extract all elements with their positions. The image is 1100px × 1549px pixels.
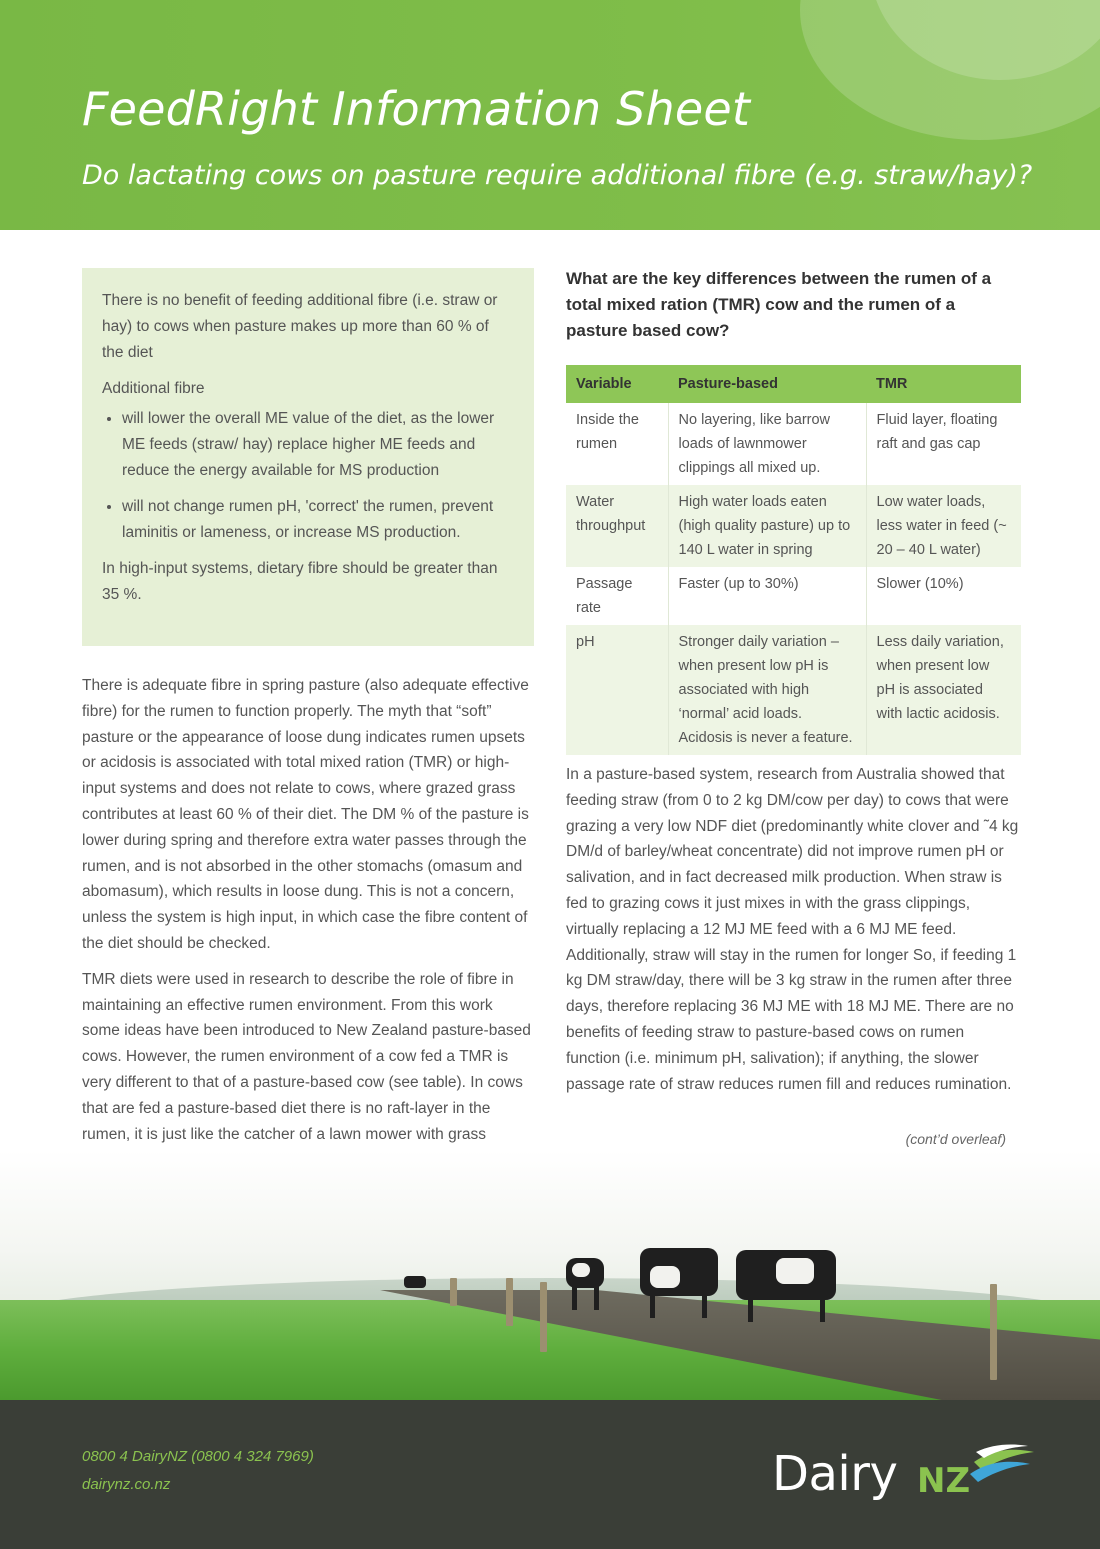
- table-header-cell: TMR: [866, 365, 1021, 403]
- cow: [566, 1258, 604, 1288]
- table-header-cell: Pasture-based: [668, 365, 866, 403]
- header-decoration: [800, 0, 1100, 140]
- table-cell: High water loads eaten (high quality pasture) up to 140 L water in spring: [668, 485, 866, 567]
- summary-box: [82, 268, 534, 646]
- cow: [640, 1248, 718, 1296]
- table-cell: Low water loads, less water in feed (~ 20 – 40 L water): [866, 485, 1021, 567]
- logo-text-nz: NZ: [917, 1461, 971, 1501]
- cow-patch: [776, 1258, 814, 1284]
- rumen-comparison-table: [566, 365, 1021, 755]
- summary-closing: In high-input systems, dietary fibre should be greater than 35 %.: [102, 560, 498, 603]
- fence-post: [506, 1278, 513, 1326]
- summary-bullets: [102, 406, 512, 546]
- cow-leg: [594, 1286, 599, 1310]
- cow-leg: [702, 1294, 707, 1318]
- fence-post: [540, 1282, 547, 1352]
- cow-leg: [748, 1298, 753, 1322]
- cow-leg: [820, 1298, 825, 1322]
- continued-note: (cont’d overleaf): [905, 1131, 1006, 1147]
- fence-post: [990, 1284, 997, 1380]
- table-cell: Stronger daily variation – when present low pH is associated with high ‘normal’ acid loads. Acidosis is never a feature.: [668, 625, 866, 755]
- dairynz-logo: [772, 1444, 1042, 1514]
- cow-leg: [650, 1294, 655, 1318]
- table-cell: Faster (up to 30%): [668, 567, 866, 625]
- footer-phone: 0800 4 DairyNZ (0800 4 324 7969): [82, 1448, 314, 1465]
- table-row: [566, 567, 1021, 625]
- cow: [736, 1250, 836, 1300]
- summary-bullet: • will lower the overall ME value of the diet, as the lower ME feeds (straw/ hay) replace higher ME feeds and reduce the energy available for MS production: [122, 406, 512, 484]
- table-cell: Less daily variation, when present low pH is associated with lactic acidosis.: [866, 625, 1021, 755]
- right-body-text: [566, 762, 1021, 1097]
- header-banner: [0, 0, 1100, 230]
- footer: [0, 1400, 1100, 1549]
- cow-patch: [650, 1266, 680, 1288]
- body-paragraph: TMR diets were used in research to describe the role of fibre in maintaining an effective rumen environment. From this work some ideas have been introduced to New Zealand pasture-based cows. However, the rumen environment of a cow fed a TMR is very different to that of a pasture-based cow (see table). In cows that are fed a pasture-based diet there is no raft-layer in the rumen, it is just like the catcher of a lawn mower with grass: [82, 970, 531, 1143]
- logo-text-dairy: Dairy: [772, 1446, 898, 1502]
- footer-website[interactable]: dairynz.co.nz: [82, 1476, 171, 1493]
- dairynz-swoosh-icon: [968, 1444, 1038, 1488]
- fence-post: [450, 1278, 457, 1306]
- table-cell: Slower (10%): [866, 567, 1021, 625]
- cow-patch: [572, 1263, 590, 1277]
- table-cell: Water throughput: [566, 485, 668, 567]
- table-cell: No layering, like barrow loads of lawnmower clippings all mixed up.: [668, 403, 866, 485]
- table-header-row: [566, 365, 1021, 403]
- table-section-heading: What are the key differences between the rumen of a total mixed ration (TMR) cow and the rumen of a pasture based cow?: [566, 269, 992, 340]
- page-title: FeedRight Information Sheet: [82, 82, 751, 136]
- table-header-cell: Variable: [566, 365, 668, 403]
- pasture-cows-photo: [0, 1150, 1100, 1400]
- table-cell: pH: [566, 625, 668, 755]
- body-paragraph: In a pasture-based system, research from Australia showed that feeding straw (from 0 to 2 kg DM/cow per day) to cows that were grazing a very low NDF diet (predominantly white clover and ˜4 kg DM/d of barley/wheat concentrate) did not improve rumen pH or salivation, and in fact decreased milk production. When straw is fed to grazing cows it just mixes in with the grass clippings, virtually replacing a 12 MJ ME feed with a 6 MJ ME feed. Additionally, straw will stay in the rumen for longer So, if feeding 1 kg DM straw/day, there will be 3 kg straw in the rumen after three days, therefore replacing 36 MJ ME with 18 MJ ME. There are no benefits of feeding straw to pasture-based cows on rumen function (i.e. minimum pH, salivation); if anything, the slower passage rate of straw reduces rumen fill and reduces rumination.: [566, 766, 1019, 1093]
- page-subtitle: Do lactating cows on pasture require additional fibre (e.g. straw/hay)?: [82, 160, 1033, 191]
- summary-subheading: Additional fibre: [102, 380, 205, 397]
- table-row: [566, 403, 1021, 485]
- table-row: [566, 485, 1021, 567]
- table-row: [566, 625, 1021, 755]
- cow: [404, 1276, 426, 1288]
- table-cell: Fluid layer, floating raft and gas cap: [866, 403, 1021, 485]
- table-cell: Passage rate: [566, 567, 668, 625]
- cow-leg: [572, 1286, 577, 1310]
- body-paragraph: There is adequate fibre in spring pasture (also adequate effective fibre) for the rumen to function properly. The myth that “soft” pasture or the appearance of loose dung indicates rumen upsets or acidosis is associated with total mixed ration (TMR) or high-input systems and does not relate to cows, where grazed grass contributes at least 60 % of their diet. The DM % of the pasture is lower during spring and therefore extra water passes through the rumen, and is not absorbed in the other stomachs (omasum and abomasum), which results in loose dung. This is not a concern, unless the system is high input, in which case the fibre content of the diet should be checked.: [82, 677, 529, 952]
- table-cell: Inside the rumen: [566, 403, 668, 485]
- summary-bullet: • will not change rumen pH, 'correct' the rumen, prevent laminitis or lameness, or increase MS production.: [122, 494, 512, 546]
- summary-intro: There is no benefit of feeding additional fibre (i.e. straw or hay) to cows when pasture makes up more than 60 % of the diet: [102, 292, 498, 361]
